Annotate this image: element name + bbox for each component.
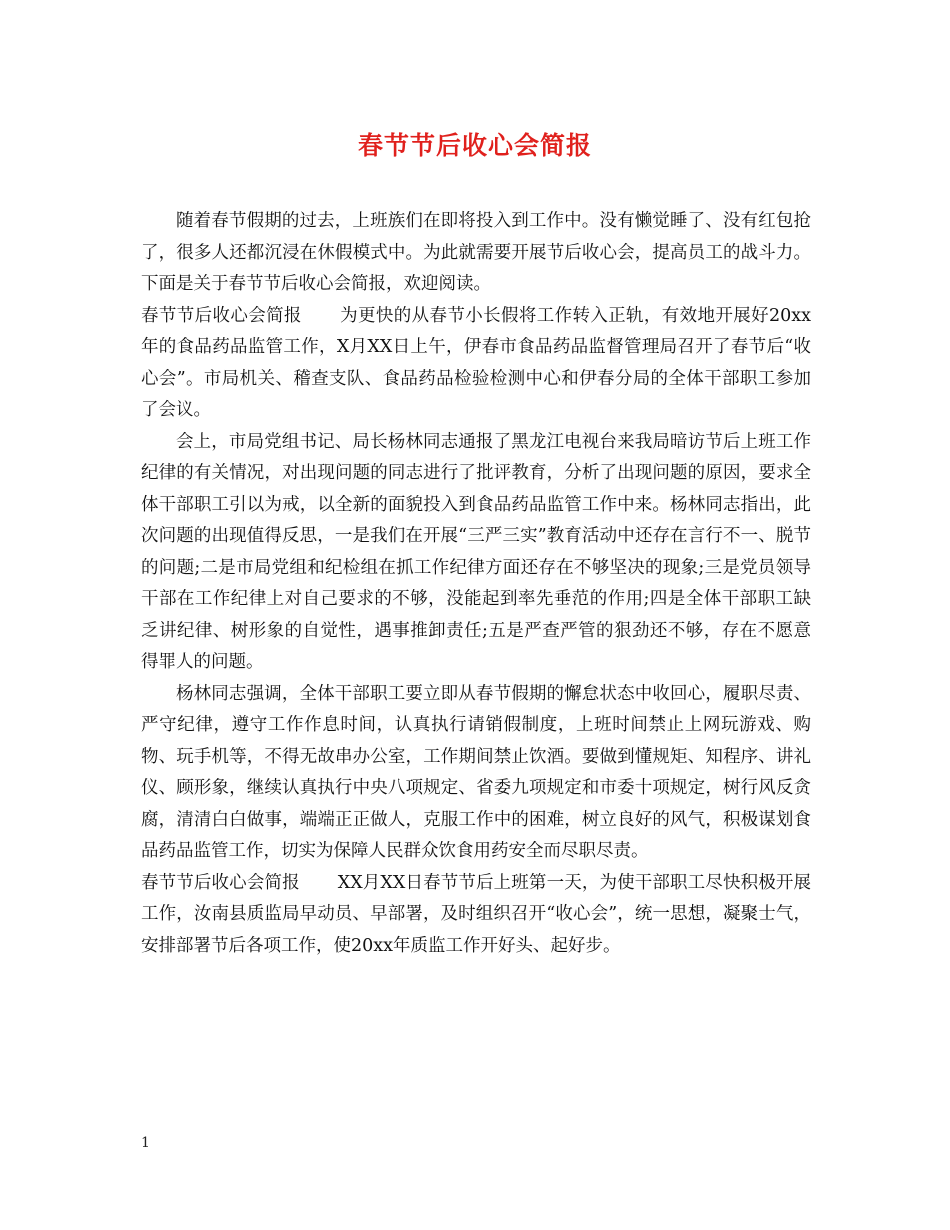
paragraph-report-2 [141, 868, 811, 963]
paragraph-text: 会上，市局党组书记、局长杨林同志通报了黑龙江电视台来我局暗访节后上班工作纪律的有关情况，对出现问题的同志进行了批评教育，分析了出现问题的原因，要求全体干部职工引以为戒，以全新的面貌投入到食品药品监管工作中来。杨林同志指出，此次问题的出现值得反思，一是我们在开展“三严三实”教育活动中还存在言行不一、脱节的问题;二是市局党组和纪检组在抓工作纪律方面还存在不够坚决的现象;三是党员领导干部在工作纪律上对自己要求的不够，没能起到率先垂范的作用;四是全体干部职工缺乏讲纪律、树形象的自觉性，遇事推卸责任;五是严查严管的狠劲还不够，存在不愿意得罪人的问题。 [141, 431, 811, 672]
paragraph-report-1 [141, 301, 811, 427]
document-title: 春节节后收心会简报 [357, 131, 592, 160]
paragraph-lead-heading: 春节节后收心会简报 [141, 305, 302, 326]
paragraph-emphasis [141, 679, 811, 868]
paragraph-text: 随着春节假期的过去，上班族们在即将投入到工作中。没有懒觉睡了、没有红包抢了，很多人还都沉浸在休假模式中。为此就需要开展节后收心会，提高员工的战斗力。下面是关于春节节后收心会简报，欢迎阅读。 [141, 211, 811, 294]
paragraph-meeting [141, 427, 811, 679]
page-number: 1 [141, 1135, 150, 1151]
paragraph-lead-heading: 春节节后收心会简报 [141, 872, 300, 893]
document-body [141, 206, 811, 962]
paragraph-intro [141, 206, 811, 301]
paragraph-text: 杨林同志强调，全体干部职工要立即从春节假期的懈怠状态中收回心，履职尽责、严守纪律，遵守工作作息时间，认真执行请销假制度，上班时间禁止上网玩游戏、购物、玩手机等，不得无故串办公室，工作期间禁止饮酒。要做到懂规矩、知程序、讲礼仪、顾形象，继续认真执行中央八项规定、省委九项规定和市委十项规定，树行风反贪腐，清清白白做事，端端正正做人，克服工作中的困难，树立良好的风气，积极谋划食品药品监管工作，切实为保障人民群众饮食用药安全而尽职尽责。 [141, 683, 811, 861]
paragraph-text: XX月XX日春节节后上班第一天，为使干部职工尽快积极开展工作，汝南县质监局早动员、早部署，及时组织召开“收心会”，统一思想，凝聚士气，安排部署节后各项工作，使20xx年质监工作开好头、起好步。 [141, 872, 811, 956]
paragraph-text: 为更快的从春节小长假将工作转入正轨，有效地开展好20xx年的食品药品监管工作，X月XX日上午，伊春市食品药品监督管理局召开了春节后“收心会”。市局机关、稽查支队、食品药品检验检测中心和伊春分局的全体干部职工参加了会议。 [141, 305, 811, 420]
